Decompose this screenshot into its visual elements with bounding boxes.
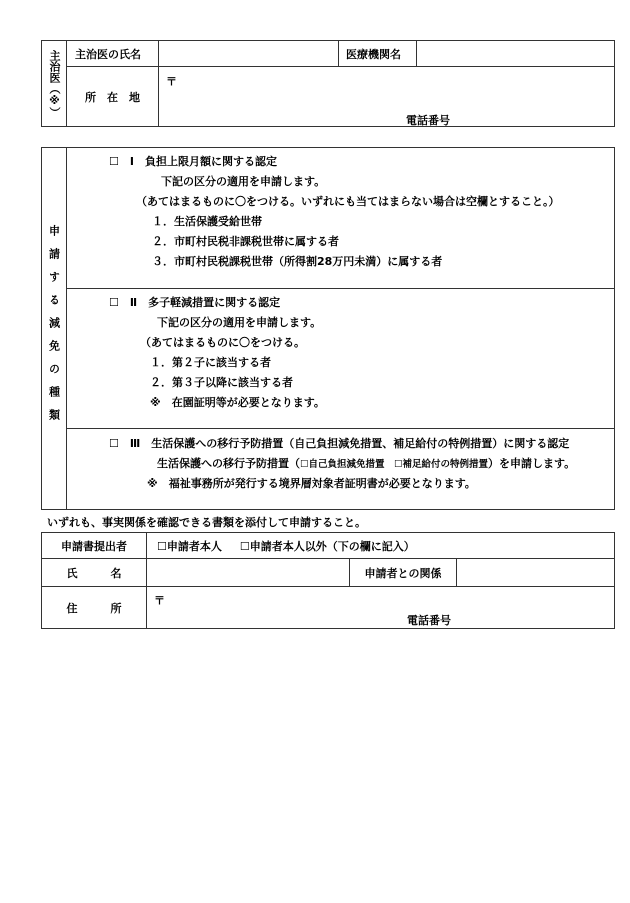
submitter-table xyxy=(41,532,615,629)
relation-label: 申請者との関係 xyxy=(350,559,457,587)
section1-heading[interactable]: ☐ Ⅰ 負担上限月額に関する認定 xyxy=(109,155,277,168)
submitter-options xyxy=(147,533,615,559)
physician-address-label: 所 在 地 xyxy=(67,67,159,127)
institution-label: 医療機関名 xyxy=(339,41,417,67)
attach-note: いずれも、事実関係を確認できる書類を添付して申請すること。 xyxy=(47,516,366,529)
postal-mark: 〒 xyxy=(166,75,177,88)
section2-line1: 下記の区分の適用を申請します。 xyxy=(157,316,322,329)
reduction-table xyxy=(41,147,615,510)
option-self[interactable]: ☐申請者本人 xyxy=(157,539,222,553)
section1-item1[interactable]: １．生活保護受給世帯 xyxy=(152,215,262,228)
physician-phone-label: 電話番号 xyxy=(406,114,450,127)
submitter-postal-mark: 〒 xyxy=(154,594,165,607)
submitter-address-field[interactable] xyxy=(147,587,615,629)
submitter-label: 申請書提出者 xyxy=(42,533,147,559)
reduction-vertical-label: 申請する減免の種類 xyxy=(42,148,67,510)
section2-item1[interactable]: １．第２子に該当する者 xyxy=(150,356,271,369)
institution-field[interactable] xyxy=(417,41,615,67)
section2-note: ※ 在園証明等が必要となります。 xyxy=(150,396,325,409)
submitter-name-label: 氏 名 xyxy=(42,559,147,587)
physician-table xyxy=(41,40,615,127)
section3-line1: 生活保護への移行予防措置（☐自己負担減免措置 ☐補足給付の特例措置）を申請します。 xyxy=(157,457,576,470)
section1-line2: （あてはまるものに〇をつける。いずれにも当てはまらない場合は空欄とすること。） xyxy=(136,195,560,208)
section3-heading[interactable]: ☐ Ⅲ 生活保護への移行予防措置（自己負担減免措置、補足給付の特例措置）に関する認定 xyxy=(109,437,570,450)
section-1 xyxy=(67,148,615,289)
submitter-phone-label: 電話番号 xyxy=(407,614,451,627)
physician-name-field[interactable] xyxy=(159,41,339,67)
section1-line1: 下記の区分の適用を申請します。 xyxy=(161,175,326,188)
relation-field[interactable] xyxy=(457,559,615,587)
section2-heading[interactable]: ☐ Ⅱ 多子軽減措置に関する認定 xyxy=(109,296,281,309)
physician-name-label: 主治医の氏名 xyxy=(67,41,159,67)
section1-item3[interactable]: ３．市町村民税課税世帯（所得割28万円未満）に属する者 xyxy=(152,255,443,268)
physician-vertical-label: 主治医（※） xyxy=(42,41,67,127)
physician-address-field[interactable] xyxy=(159,67,615,127)
submitter-name-field[interactable] xyxy=(147,559,350,587)
section-2 xyxy=(67,289,615,429)
section2-line2: （あてはまるものに〇をつける。 xyxy=(140,336,305,349)
section3-options[interactable]: ☐自己負担減免措置 ☐補足給付の特例措置 xyxy=(300,459,489,470)
submitter-address-label: 住 所 xyxy=(42,587,147,629)
option-other[interactable]: ☐申請者本人以外（下の欄に記入） xyxy=(239,539,415,553)
section1-item2[interactable]: ２．市町村民税非課税世帯に属する者 xyxy=(152,235,339,248)
section2-item2[interactable]: ２．第３子以降に該当する者 xyxy=(150,376,293,389)
section-3 xyxy=(67,429,615,510)
section3-note: ※ 福祉事務所が発行する境界層対象者証明書が必要となります。 xyxy=(147,477,476,490)
